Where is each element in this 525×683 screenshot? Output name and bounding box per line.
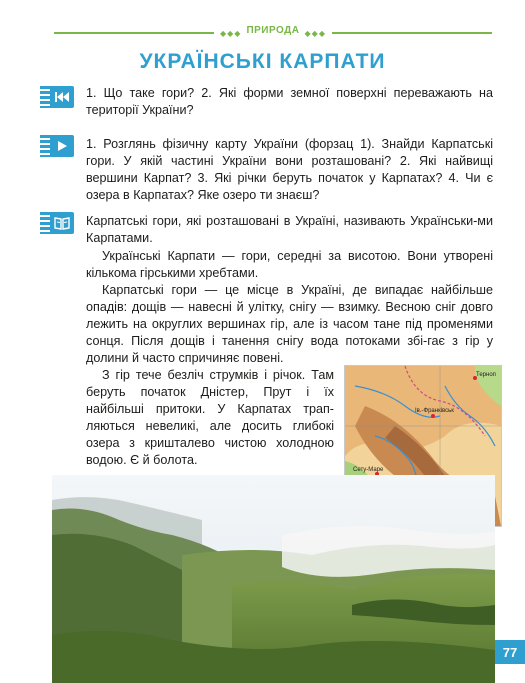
mountains-photo bbox=[52, 475, 495, 683]
book-icon bbox=[40, 212, 74, 234]
paragraph-3: Карпатські гори — це місце в Україні, де випадає найбільше опадів: дощів — навесні й улітку, снігу — взимку. Весною сніг довго лежить на округлих вершинах гір, але із часом тане під променями сонця. Після дощів і танення снігу вода потоками збі-гає з гір у долини й часто спричиняє повені. bbox=[86, 283, 493, 365]
questions-text: 1. Що таке гори? 2. Які форми земної поверхні переважають на території України? bbox=[86, 86, 493, 117]
paragraph-1: Карпатські гори, які розташовані в Україні, називають Українськи-ми Карпатами. bbox=[86, 214, 493, 245]
header-line-right bbox=[332, 32, 492, 34]
play-icon bbox=[40, 135, 74, 157]
paragraph-4: З гір тече безліч струмків і річок. Там беруть початок Дністер, Прут і їх найбільші притоки. У Карпатах трап-ляються невеликі, але досить глибокі озера з кришталево чистою холодною водою. Є й болота. bbox=[86, 368, 334, 467]
map-label: Терноп bbox=[476, 372, 496, 378]
section-label: ПРИРОДА bbox=[246, 25, 300, 36]
rewind-icon bbox=[40, 86, 74, 108]
page-number: 77 bbox=[495, 640, 525, 664]
section-header bbox=[54, 24, 492, 40]
map-label: Ів.-Франківськ bbox=[415, 408, 454, 414]
tasks-text: 1. Розглянь фізичну карту України (форзац 1). Знайди Карпатські гори. У якій частині України вони розташовані? 2. Які найвищі вершини Карпат? 3. Які річки беруть початок у Карпатах? 4. Чи є озера в Карпатах? Яке озеро ти знаєш? bbox=[86, 137, 493, 202]
page-title: УКРАЇНСЬКІ КАРПАТИ bbox=[139, 50, 386, 73]
header-dots-right: ◆◆◆ bbox=[304, 29, 326, 38]
paragraph-2: Українські Карпати — гори, середні за висотою. Вони утворені кількома гірськими хребтами. bbox=[86, 249, 493, 280]
header-dots-left: ◆◆◆ bbox=[220, 29, 242, 38]
map-label: Сету-Марe bbox=[353, 467, 384, 473]
